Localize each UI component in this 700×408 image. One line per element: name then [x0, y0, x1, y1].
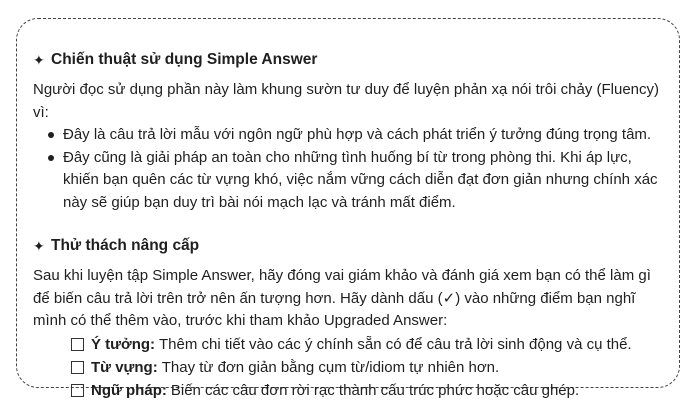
tips-card [16, 18, 680, 399]
bullet-dot [48, 155, 54, 161]
checkbox[interactable] [71, 338, 84, 351]
sparkle-icon: ✦ [33, 238, 45, 254]
section-intro: Sau khi luyện tập Simple Answer, hãy đóng vai giám khảo và đánh giá xem bạn có thể làm gì để biến câu trả lời trên trở nên ấn tượng hơn. Hãy dành dấu (✓) vào những điểm bạn nghĩ mình có thể thêm vào, trước khi tham khảo Upgraded Answer: [33, 267, 651, 329]
section-heading-text: Chiến thuật sử dụng Simple Answer [51, 51, 318, 68]
bullet-item [33, 124, 663, 147]
checklist-label: Ngữ pháp: [91, 381, 167, 399]
bullet-item [33, 147, 663, 215]
checklist-item-ideas [71, 333, 663, 356]
checklist-item-vocabulary [71, 356, 663, 379]
section-heading [33, 235, 663, 257]
checklist-text: Biến các câu đơn rời rạc thành cấu trúc phức hoặc câu ghép. [170, 381, 580, 399]
checklist-label: Ý tưởng: [91, 335, 156, 353]
bullet-text: Đây cũng là giải pháp an toàn cho những tình huống bí từ trong phòng thi. Khi áp lực, khiến bạn quên các từ vựng khó, việc nắm vững cách diễn đạt đơn giản nhưng chính xác này sẽ giúp bạn duy trì bài nói mạch lạc và tránh mất điểm. [63, 148, 658, 211]
section-intro: Người đọc sử dụng phần này làm khung sườn tư duy để luyện phản xạ nói trôi chảy (Fluency) vì: [33, 81, 660, 121]
checklist-item-grammar [71, 379, 663, 402]
checkbox[interactable] [71, 384, 84, 397]
section-heading [33, 49, 663, 71]
checkbox[interactable] [71, 361, 84, 374]
section-strategy [33, 49, 663, 214]
checklist-label: Từ vựng: [91, 358, 158, 376]
section-challenge [33, 235, 663, 402]
section-heading-text: Thử thách nâng cấp [51, 237, 200, 254]
bullet-list [33, 124, 663, 214]
checklist-text: Thêm chi tiết vào các ý chính sẵn có để câu trả lời sinh động và cụ thể. [159, 335, 632, 353]
sparkle-icon: ✦ [33, 52, 45, 68]
checklist-text: Thay từ đơn giản bằng cụm từ/idiom tự nhiên hơn. [161, 358, 500, 376]
upgrade-checklist [33, 333, 663, 402]
bullet-text: Đây là câu trả lời mẫu với ngôn ngữ phù hợp và cách phát triển ý tưởng đúng trọng tâm. [63, 126, 652, 143]
bullet-dot [48, 132, 54, 138]
